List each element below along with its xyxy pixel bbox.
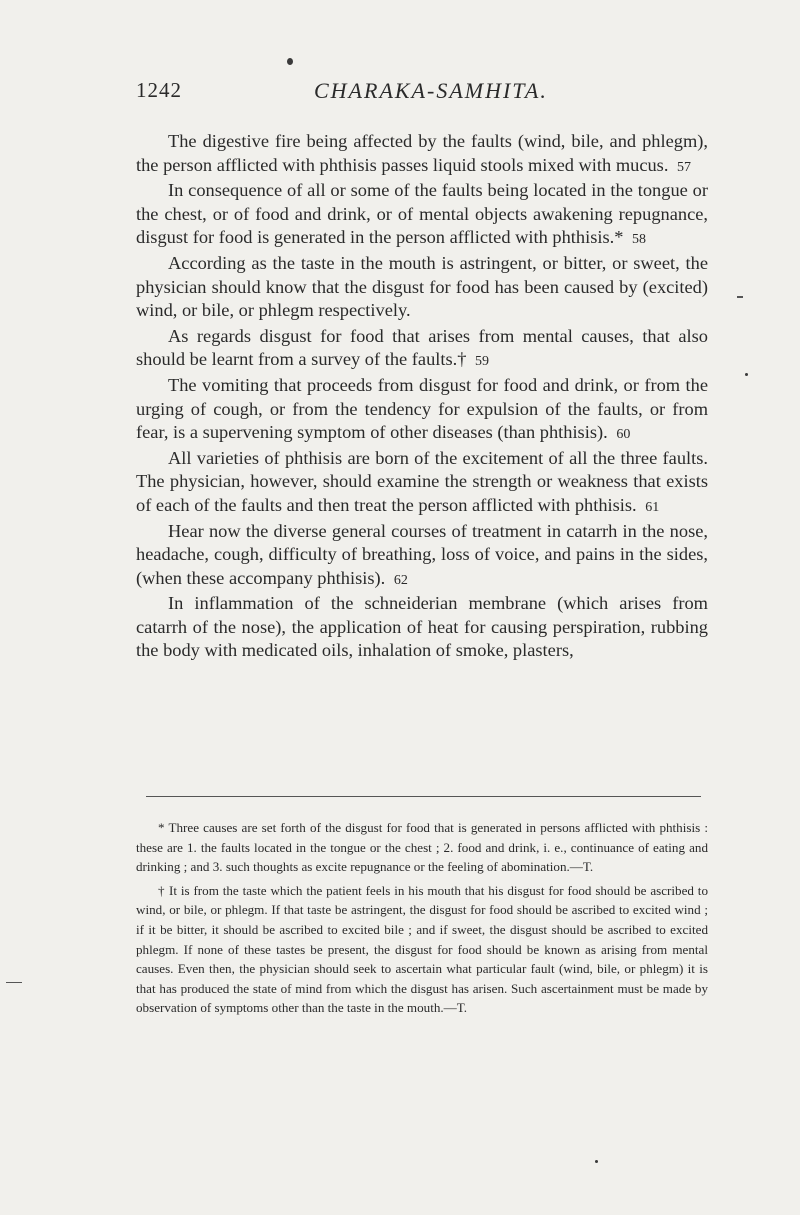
paragraph-text: All varieties of phthisis are born of the excitement of all the three faults. The physician, however, should examine the strength or weakness that exists of each of the faults and then treat the person afflicted with phthisis. <box>136 447 708 515</box>
paragraph <box>136 179 708 252</box>
paragraph <box>136 130 708 179</box>
paragraph-text: As regards disgust for food that arises from mental causes, that also should be learnt from a survey of the faults.† <box>136 325 708 370</box>
paragraph-text: The digestive fire being affected by the faults (wind, bile, and phlegm), the person afflicted with phthisis passes liquid stools mixed with mucus. <box>136 131 708 175</box>
paragraph <box>136 374 708 447</box>
margin-mark <box>737 296 743 298</box>
paragraph <box>136 447 708 520</box>
footnotes <box>136 818 708 1022</box>
paragraph-text: In inflammation of the schneiderian membrane (which arises from catarrh of the nose), the application of heat for causing perspiration, rubbing the body with medicated oils, inhalation of smoke, plasters, <box>136 593 708 661</box>
paragraph <box>136 592 708 665</box>
verse-number: 60 <box>616 427 631 443</box>
verse-number: 61 <box>645 499 660 515</box>
verse-number: 62 <box>393 572 408 588</box>
margin-mark <box>6 982 22 983</box>
running-title: CHARAKA-SAMHITA. <box>314 78 548 103</box>
verse-number: 59 <box>475 354 490 370</box>
paragraph <box>136 520 708 593</box>
verse-number: 57 <box>677 159 692 175</box>
footnote: † It is from the taste which the patient feels in his mouth that his disgust for food should be ascribed to wind, or bile, or phlegm. If that taste be astringent, the disgust for food should be ascribed to excited wind ; if it be bitter, it should be ascribed to excited bile ; and if sweet, the disgust should be ascribed to excited phlegm. If none of these tastes be present, the disgust for food should be known as arising from mental causes. Even then, the physician should seek to ascertain what particular fault (wind, bile, or phlegm) it is that has produced the state of mind from which the disgust has arisen. Such ascertainment must be made by observation of symptoms other than the taste in the mouth.—T. <box>136 882 708 1016</box>
running-header <box>136 78 706 108</box>
footnote-divider <box>146 796 701 797</box>
paragraph <box>136 252 708 325</box>
paragraph-text: In consequence of all or some of the faults being located in the tongue or the chest, or of food and drink, or of mental objects awakening repugnance, disgust for food is generated in the person afflicted with phthisis.* <box>136 180 708 248</box>
paragraph-text: According as the taste in the mouth is astringent, or bitter, or sweet, the physician should know that the disgust for food has been caused by (excited) wind, or bile, or phlegm respectively. <box>136 252 708 321</box>
ink-speck <box>287 58 293 65</box>
footnote: * Three causes are set forth of the disgust for food that is generated in persons afflicted with phthisis : these are 1. the faults located in the tongue or the chest ; 2. food and drink, i. e., continuance of eating and drinking ; and 3. such thoughts as excite repugnance or the feeling of abomination.—T. <box>136 820 708 875</box>
page-number: 1242 <box>136 78 182 102</box>
verse-number: 58 <box>632 232 647 248</box>
paragraph <box>136 325 708 374</box>
paragraph-text: Hear now the diverse general courses of treatment in catarrh in the nose, headache, cough, difficulty of breathing, loss of voice, and pains in the sides, (when these accompany phthisis). <box>136 520 708 588</box>
main-text <box>136 130 708 665</box>
ink-speck <box>595 1160 598 1163</box>
ink-speck <box>745 373 748 376</box>
paragraph-text: The vomiting that proceeds from disgust for food and drink, or from the urging of cough, or from the tendency for expulsion of the faults, or from fear, is a supervening symptom of other diseases (than phthisis). <box>136 374 708 443</box>
